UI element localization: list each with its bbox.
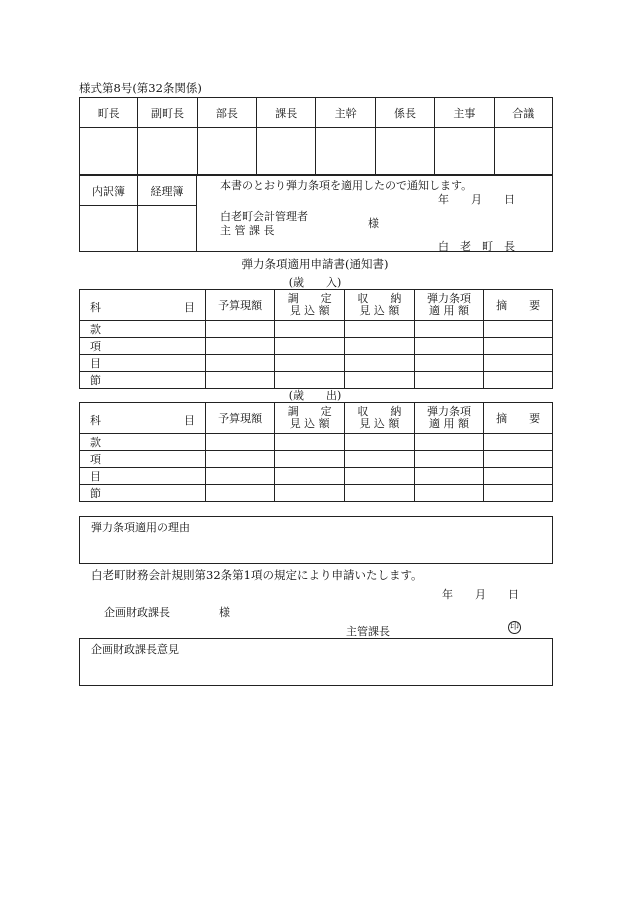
seal-mark [508,621,521,634]
cell[interactable] [205,451,274,468]
cell[interactable] [205,372,274,389]
addressee-sama: 様 [219,606,230,619]
danryoku-line1: 弾力条項 [427,292,471,305]
budget-header: 予算現額 [205,290,274,321]
cell[interactable] [345,434,415,451]
cell[interactable] [345,451,415,468]
chotei-line2: 見 込 額 [289,417,330,430]
row-label: 節 [80,485,206,502]
danryoku-line2: 適 用 額 [429,304,469,317]
row-label: 目 [80,468,206,485]
kamoku-right: 目 [183,414,195,427]
seal-box[interactable] [80,128,138,175]
chotei-line1: 調 定 [287,405,332,418]
shuno-header [345,290,415,321]
danryoku-line1: 弾力条項 [427,405,471,418]
form-number: 様式第8号(第32条関係) [79,81,202,95]
cell[interactable] [414,434,483,451]
cell[interactable] [484,355,553,372]
approval-header: 主事 [435,98,494,128]
ledger-label: 内訳簿 [80,176,138,206]
shuno-line2: 見 込 額 [359,304,400,317]
form-title: 弾力条項適用申請書(通知書) [241,257,389,271]
shuno-header [345,403,415,434]
danryoku-line2: 適 用 額 [429,417,469,430]
cell[interactable] [414,372,483,389]
cell[interactable] [414,338,483,355]
cell[interactable] [345,485,415,502]
notice-text: 本書のとおり弾力条項を適用したので通知します。 [220,179,473,192]
opinion-box[interactable] [79,638,553,686]
reason-label: 弾力条項適用の理由 [91,521,190,534]
notice-sama: 様 [368,217,379,230]
seal-box[interactable] [435,128,494,175]
notice-to-1: 白老町会計管理者 [220,210,308,223]
cell[interactable] [484,372,553,389]
danryoku-header [414,403,483,434]
chotei-line2: 見 込 額 [289,304,330,317]
seal-box[interactable] [197,128,256,175]
cell[interactable] [345,321,415,338]
revenue-table [79,289,553,389]
expenditure-label: (歳 出) [288,389,342,402]
row-label: 項 [80,451,206,468]
danryoku-header [414,290,483,321]
approval-header: 町長 [80,98,138,128]
cell[interactable] [275,372,345,389]
cell[interactable] [484,434,553,451]
tekiyo-header: 摘 要 [484,290,553,321]
cell[interactable] [484,468,553,485]
cell[interactable] [205,485,274,502]
shuno-line1: 収 納 [357,292,402,305]
kamoku-right: 目 [183,301,195,314]
cell[interactable] [484,338,553,355]
cell[interactable] [205,468,274,485]
seal-box[interactable] [375,128,434,175]
approval-header: 主幹 [316,98,375,128]
cell[interactable] [345,338,415,355]
approval-header: 合議 [494,98,552,128]
seal-box[interactable] [80,206,138,252]
row-label: 目 [80,355,206,372]
budget-header: 予算現額 [205,403,274,434]
cell[interactable] [275,355,345,372]
kamoku-left: 科 [90,414,101,427]
seal-box[interactable] [138,206,197,252]
cell[interactable] [205,321,274,338]
seal-char: 印 [509,622,519,632]
cell[interactable] [414,451,483,468]
cell[interactable] [414,485,483,502]
approval-table [79,97,553,175]
cell[interactable] [275,468,345,485]
chotei-header [275,290,345,321]
application-date: 年 月 日 [442,588,519,601]
row-label: 款 [80,434,206,451]
shuno-line1: 収 納 [357,405,402,418]
cell[interactable] [205,434,274,451]
application-text: 白老町財務会計規則第32条第1項の規定により申請いたします。 [91,568,423,582]
cell[interactable] [484,485,553,502]
cell[interactable] [345,468,415,485]
cell[interactable] [275,451,345,468]
row-label: 款 [80,321,206,338]
row-label: 項 [80,338,206,355]
tekiyo-header: 摘 要 [484,403,553,434]
cell[interactable] [345,372,415,389]
approval-header: 係長 [375,98,434,128]
row-label: 節 [80,372,206,389]
cell[interactable] [345,355,415,372]
approval-header: 副町長 [138,98,197,128]
cell[interactable] [275,485,345,502]
cell[interactable] [484,451,553,468]
cell[interactable] [484,321,553,338]
kamoku-header [80,403,206,434]
ledger-table [79,175,197,252]
shuno-line2: 見 込 額 [359,417,400,430]
kamoku-left: 科 [90,301,101,314]
seal-box[interactable] [494,128,552,175]
cell[interactable] [275,321,345,338]
seal-box[interactable] [138,128,197,175]
chotei-header [275,403,345,434]
cell[interactable] [275,434,345,451]
seal-box[interactable] [257,128,316,175]
notice-date: 年 月 日 [438,193,515,206]
cell[interactable] [414,355,483,372]
reason-box[interactable] [79,516,553,564]
cell[interactable] [205,355,274,372]
approval-header: 課長 [257,98,316,128]
applicant: 主管課長 [346,625,390,638]
seal-box[interactable] [316,128,375,175]
notice-from: 白 老 町 長 [438,240,515,253]
chotei-line1: 調 定 [287,292,332,305]
revenue-label: (歳 入) [288,276,342,289]
cell[interactable] [414,321,483,338]
ledger-label: 経理簿 [138,176,197,206]
cell[interactable] [205,338,274,355]
opinion-label: 企画財政課長意見 [91,643,179,656]
cell[interactable] [275,338,345,355]
kamoku-header [80,290,206,321]
addressee: 企画財政課長 [104,606,170,619]
approval-header: 部長 [197,98,256,128]
notice-to-2: 主 管 課 長 [220,224,275,237]
expenditure-table [79,402,553,502]
cell[interactable] [414,468,483,485]
